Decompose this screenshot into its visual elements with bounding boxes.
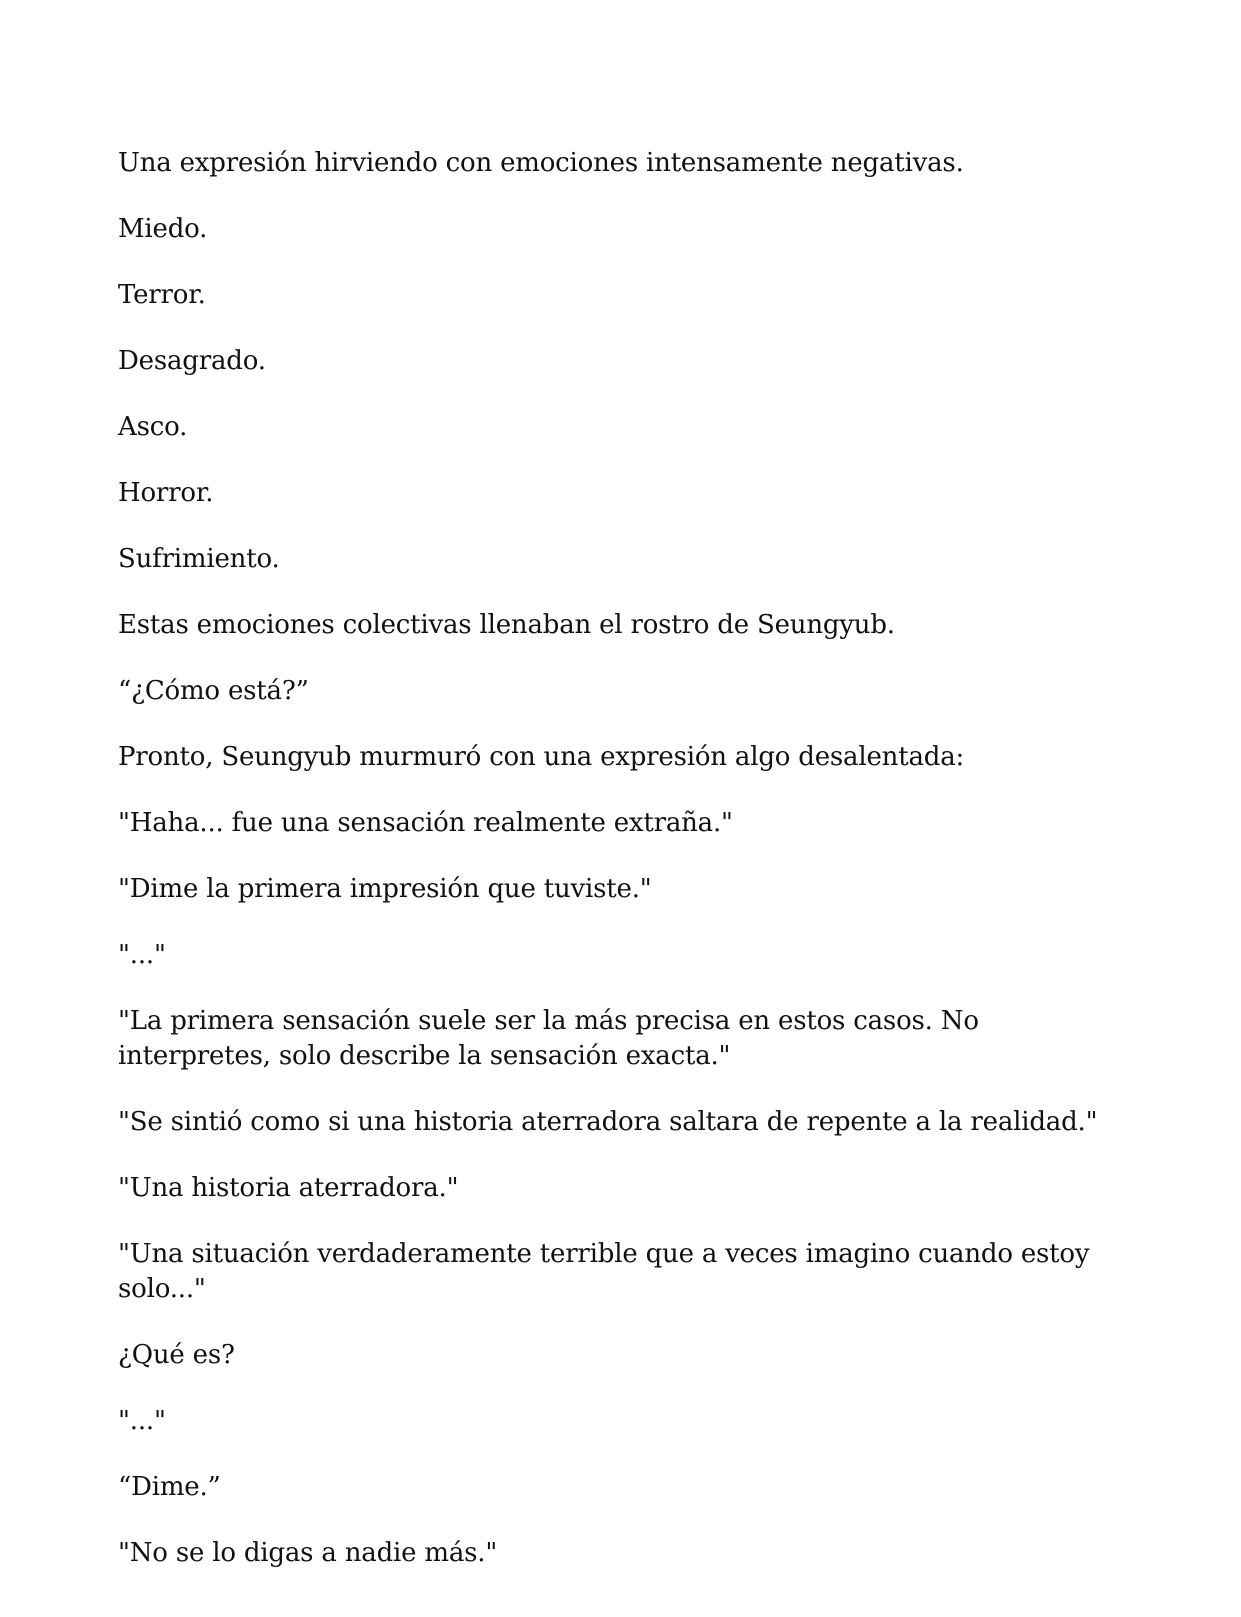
- paragraph: "Una situación verdaderamente terrible que a veces imagino cuando estoy solo...": [118, 1239, 1090, 1304]
- paragraph: "Se sintió como si una historia aterradora saltara de repente a la realidad.": [118, 1107, 1098, 1137]
- paragraph: "Dime la primera impresión que tuviste.": [118, 874, 652, 904]
- paragraph: Estas emociones colectivas llenaban el rostro de Seungyub.: [118, 610, 895, 640]
- paragraph: "...": [118, 1406, 166, 1436]
- paragraph: Desagrado.: [118, 346, 266, 376]
- document-body: [118, 146, 1128, 1602]
- paragraph: "...": [118, 940, 166, 970]
- paragraph: "Haha... fue una sensación realmente extraña.": [118, 808, 733, 838]
- paragraph: ¿Qué es?: [118, 1340, 235, 1370]
- paragraph: Sufrimiento.: [118, 544, 280, 574]
- paragraph: “¿Cómo está?”: [118, 676, 309, 706]
- paragraph: Una expresión hirviendo con emociones intensamente negativas.: [118, 148, 964, 178]
- paragraph: "No se lo digas a nadie más.": [118, 1538, 498, 1568]
- paragraph: Terror.: [118, 280, 206, 310]
- paragraph: Horror.: [118, 478, 214, 508]
- paragraph: "Una historia aterradora.": [118, 1173, 459, 1203]
- paragraph: Pronto, Seungyub murmuró con una expresión algo desalentada:: [118, 742, 965, 772]
- paragraph: Asco.: [118, 412, 188, 442]
- paragraph: Miedo.: [118, 214, 208, 244]
- paragraph: "La primera sensación suele ser la más precisa en estos casos. No interpretes, solo describe la sensación exacta.": [118, 1006, 979, 1071]
- paragraph: “Dime.”: [118, 1472, 221, 1502]
